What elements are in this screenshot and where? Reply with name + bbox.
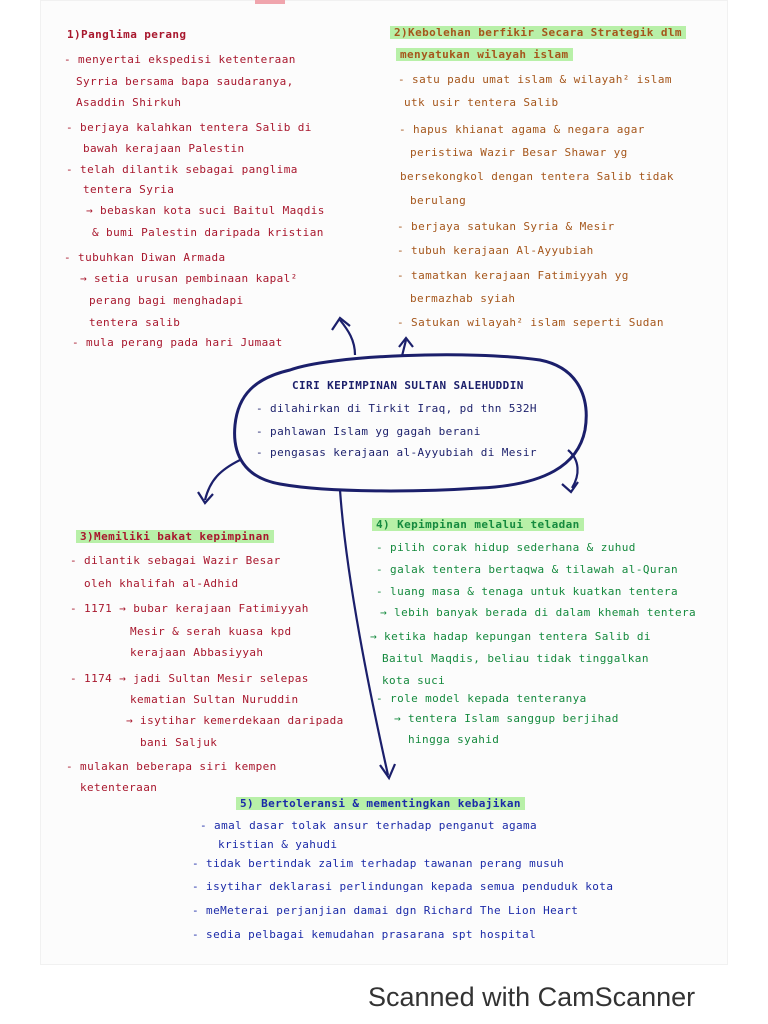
list-item: - mula perang pada hari Jumaat (72, 336, 283, 349)
section2-heading-line1 (390, 26, 686, 40)
section2-heading-text2: menyatukan wilayah islam (396, 48, 573, 61)
list-item: tentera salib (89, 316, 181, 329)
list-item: - role model kepada tenteranya (376, 692, 587, 705)
section4-heading (372, 518, 584, 532)
list-item: bersekongkol dengan tentera Salib tidak (400, 170, 674, 183)
arrow-to-section3 (205, 460, 240, 500)
list-item: bani Saljuk (140, 736, 218, 749)
section3-heading-text: 3)Memiliki bakat kepimpinan (76, 530, 274, 543)
list-item: Mesir & serah kuasa kpd (130, 625, 292, 638)
list-item: → ketika hadap kepungan tentera Salib di (370, 630, 651, 643)
list-item: - luang masa & tenaga untuk kuatkan tentera (376, 585, 678, 598)
list-item: perang bagi menghadapi (89, 294, 244, 307)
list-item: - dilahirkan di Tirkit Iraq, pd thn 532H (256, 402, 537, 415)
list-item: - dilantik sebagai Wazir Besar (70, 554, 281, 567)
list-item: - pengasas kerajaan al-Ayyubiah di Mesir (256, 446, 537, 459)
list-item: - 1171 → bubar kerajaan Fatimiyyah (70, 602, 309, 615)
list-item: berulang (410, 194, 467, 207)
list-item: Syrria bersama bapa saudaranya, (76, 75, 294, 88)
list-item: oleh khalifah al-Adhid (84, 577, 239, 590)
arrow-to-section4 (568, 450, 578, 488)
list-item: - menyertai ekspedisi ketenteraan (64, 53, 296, 66)
center-title: CIRI KEPIMPINAN SULTAN SALEHUDDIN (292, 379, 524, 392)
section2-heading-line2 (396, 48, 573, 62)
list-item: - mulakan beberapa siri kempen (66, 760, 277, 773)
list-item: tentera Syria (83, 183, 175, 196)
list-item: - tubuh kerajaan Al-Ayyubiah (397, 244, 594, 257)
list-item: - Satukan wilayah² islam seperti Sudan (397, 316, 664, 329)
list-item: Baitul Maqdis, beliau tidak tinggalkan (382, 652, 649, 665)
list-item: → setia urusan pembinaan kapal² (80, 272, 298, 285)
list-item: bawah kerajaan Palestin (83, 142, 245, 155)
list-item: bermazhab syiah (410, 292, 516, 305)
list-item: & bumi Palestin daripada kristian (92, 226, 324, 239)
list-item: - tamatkan kerajaan Fatimiyyah yg (397, 269, 629, 282)
list-item: kematian Sultan Nuruddin (130, 693, 299, 706)
list-item: utk usir tentera Salib (404, 96, 559, 109)
list-item: - satu padu umat islam & wilayah² islam (398, 73, 672, 86)
list-item: - sedia pelbagai kemudahan prasarana spt hospital (192, 928, 537, 941)
section1-heading: 1)Panglima perang (67, 28, 187, 41)
list-item: ketenteraan (80, 781, 158, 794)
section3-heading (76, 530, 274, 544)
list-item: - hapus khianat agama & negara agar (399, 123, 645, 136)
list-item: - galak tentera bertaqwa & tilawah al-Quran (376, 563, 678, 576)
list-item: - berjaya satukan Syria & Mesir (397, 220, 615, 233)
list-item: - berjaya kalahkan tentera Salib di (66, 121, 312, 134)
list-item: - pilih corak hidup sederhana & zuhud (376, 541, 636, 554)
list-item: - meMeterai perjanjian damai dgn Richard The Lion Heart (192, 904, 579, 917)
list-item: → bebaskan kota suci Baitul Maqdis (86, 204, 325, 217)
section5-heading-text: 5) Bertoleransi & mementingkan kebajikan (236, 797, 525, 810)
list-item: → isytihar kemerdekaan daripada (126, 714, 344, 727)
list-item: - tidak bertindak zalim terhadap tawanan perang musuh (192, 857, 565, 870)
list-item: peristiwa Wazir Besar Shawar yg (410, 146, 628, 159)
list-item: kerajaan Abbasiyyah (130, 646, 264, 659)
list-item: - pahlawan Islam yg gagah berani (256, 425, 481, 438)
section4-heading-text: 4) Kepimpinan melalui teladan (372, 518, 584, 531)
list-item: → tentera Islam sanggup berjihad (394, 712, 619, 725)
center-oval (235, 355, 587, 491)
list-item: kota suci (382, 674, 446, 687)
list-item: kristian & yahudi (218, 838, 338, 851)
list-item: - isytihar deklarasi perlindungan kepada semua penduduk kota (192, 880, 614, 893)
list-item: - telah dilantik sebagai panglima (66, 163, 298, 176)
section5-heading (236, 797, 525, 811)
list-item: - amal dasar tolak ansur terhadap penganut agama (200, 819, 538, 832)
list-item: hingga syahid (408, 733, 500, 746)
list-item: → lebih banyak berada di dalam khemah tentera (380, 606, 697, 619)
list-item: - tubuhkan Diwan Armada (64, 251, 226, 264)
scanner-watermark: Scanned with CamScanner (368, 982, 696, 1012)
list-item: - 1174 → jadi Sultan Mesir selepas (70, 672, 309, 685)
section2-heading-text1: 2)Kebolehan berfikir Secara Strategik dlm (390, 26, 686, 39)
list-item: Asaddin Shirkuh (76, 96, 182, 109)
